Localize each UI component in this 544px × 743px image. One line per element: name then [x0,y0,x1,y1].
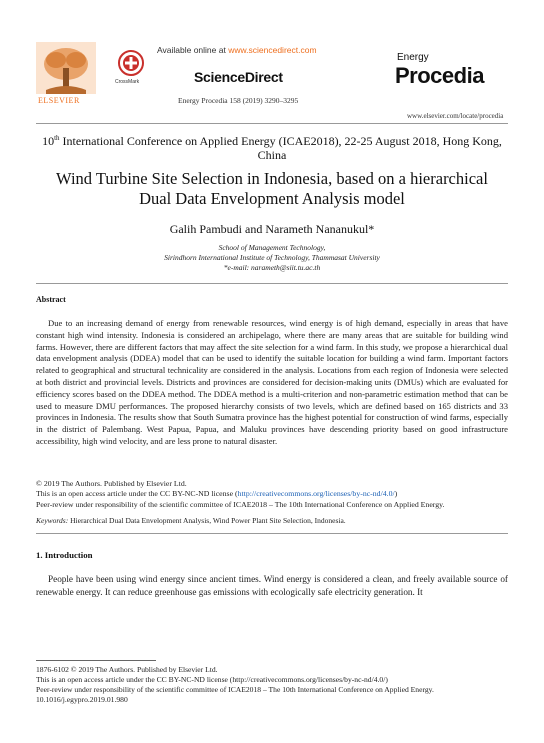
affiliation [36,243,508,273]
keywords-text: Hierarchical Dual Data Envelopment Analysis, Wind Power Plant Site Selection, Indonesia. [68,516,346,525]
journal-url[interactable]: www.elsevier.com/locate/procedia [407,112,504,120]
abstract-bottom-divider [36,533,508,534]
sciencedirect-link[interactable]: www.sciencedirect.com [228,45,317,55]
affiliation-email: *e-mail: narameth@siit.tu.ac.th [223,263,321,272]
license-line [36,489,516,499]
crossmark-icon[interactable] [118,50,144,76]
footer-doi[interactable]: 10.1016/j.egypro.2019.01.980 [36,695,128,704]
journal-logo-main: Procedia [395,63,484,88]
conference-name: International Conference on Applied Energy (ICAE2018), 22-25 August 2018, Hong Kong, [59,134,502,148]
journal-logo-top: Energy [397,52,429,63]
footer-license-line [36,675,516,685]
conference-line [36,131,508,162]
introduction-heading: 1. Introduction [36,550,93,560]
title-line-2: Dual Data Envelopment Analysis model [139,189,405,208]
conference-number: 10 [42,134,55,148]
introduction-body: People have been using wind energy since ancient times. Wind energy is considered a clean, and freely available source of renewable energy. It can reduce greenhouse gas emissions with ecologically safe electricity generation. It [36,574,508,597]
available-online-line [157,45,317,55]
keywords-line [36,516,508,525]
footer-block [36,665,516,705]
footer-license-link[interactable]: http://creativecommons.org/licenses/by-nc-nd/4.0/ [232,675,386,684]
authors: Galih Pambudi and Narameth Nananukul* [169,222,375,236]
copyright-block [36,479,516,510]
affiliation-line-1: School of Management Technology, [218,243,326,252]
conference-ordinal: th [54,134,60,142]
publisher-logo-text: ELSEVIER [38,96,80,105]
paper-title [36,169,508,209]
sciencedirect-logo-text: ScienceDirect [194,69,283,85]
abstract-top-divider [36,283,508,284]
peer-review-line: Peer-review under responsibility of the scientific committee of ICAE2018 – The 10th International Conference on Applied Energy. [36,499,445,509]
journal-citation: Energy Procedia 158 (2019) 3290–3295 [178,96,299,105]
keywords-label: Keywords: [36,516,69,525]
footer-peer-review-line: Peer-review under responsibility of the scientific committee of ICAE2018 – The 10th International Conference on Applied Energy. [36,685,434,694]
title-line-1: Wind Turbine Site Selection in Indonesia, based on a hierarchical [56,169,488,188]
abstract-heading: Abstract [36,295,66,304]
license-prefix: This is an open access article under the CC BY-NC-ND license ( [36,489,238,499]
header-divider [36,123,508,124]
footer-license-suffix: ) [385,675,388,684]
copyright-line: © 2019 The Authors. Published by Elsevier Ltd. [36,479,187,488]
affiliation-line-2: Sirindhorn International Institute of Technology, Thammasat University [164,253,380,262]
available-prefix: Available online at [157,45,229,55]
footer-issn-line: 1876-6102 © 2019 The Authors. Published by Elsevier Ltd. [36,665,218,674]
license-link[interactable]: http://creativecommons.org/licenses/by-nc-nd/4.0/ [237,489,395,499]
license-suffix: ) [394,489,398,499]
crossmark-label: CrossMark [115,79,140,85]
footer-license-prefix: This is an open access article under the CC BY-NC-ND license ( [36,675,233,684]
abstract-body: Due to an increasing demand of energy from renewable resources, wind energy is of high demand, especially in areas that have constant high wind intensity. Indonesia is considered an archipelago, where there are many areas that are suitable for building wind farms. However, there are different factors that may affect the site selection for a wind farm. In this study, we propose a hierarchical dual data envelopment analysis (DDEA) model that can be used to identify the suitable location for building a wind farm. Important factors related to geographical and structural technicality are considered in the analysis. Locations from each region of Indonesia were selected at both district and provincial levels. Districts and provinces are considered for decision-making units (DMUs) which are evaluated for efficiency scores based on the DDEA method. The DDEA method is a multi-criterion and non-parametric estimation method that can be used to measure DMU performances. The proposed hierarchy consists of two levels, which are defined based on 165 districts and 33 provinces in Indonesia. The results show that South Sumatra province has the highest potential for construction of wind farms, especially in the district of Palembang. West Papua, Papua, and Maluku provinces have descending priority based on good infrastructure accessibility, high wind velocity, and are less prone to natural disaster. [36,318,508,446]
footer-divider [36,660,156,661]
conference-location: China [257,148,287,162]
